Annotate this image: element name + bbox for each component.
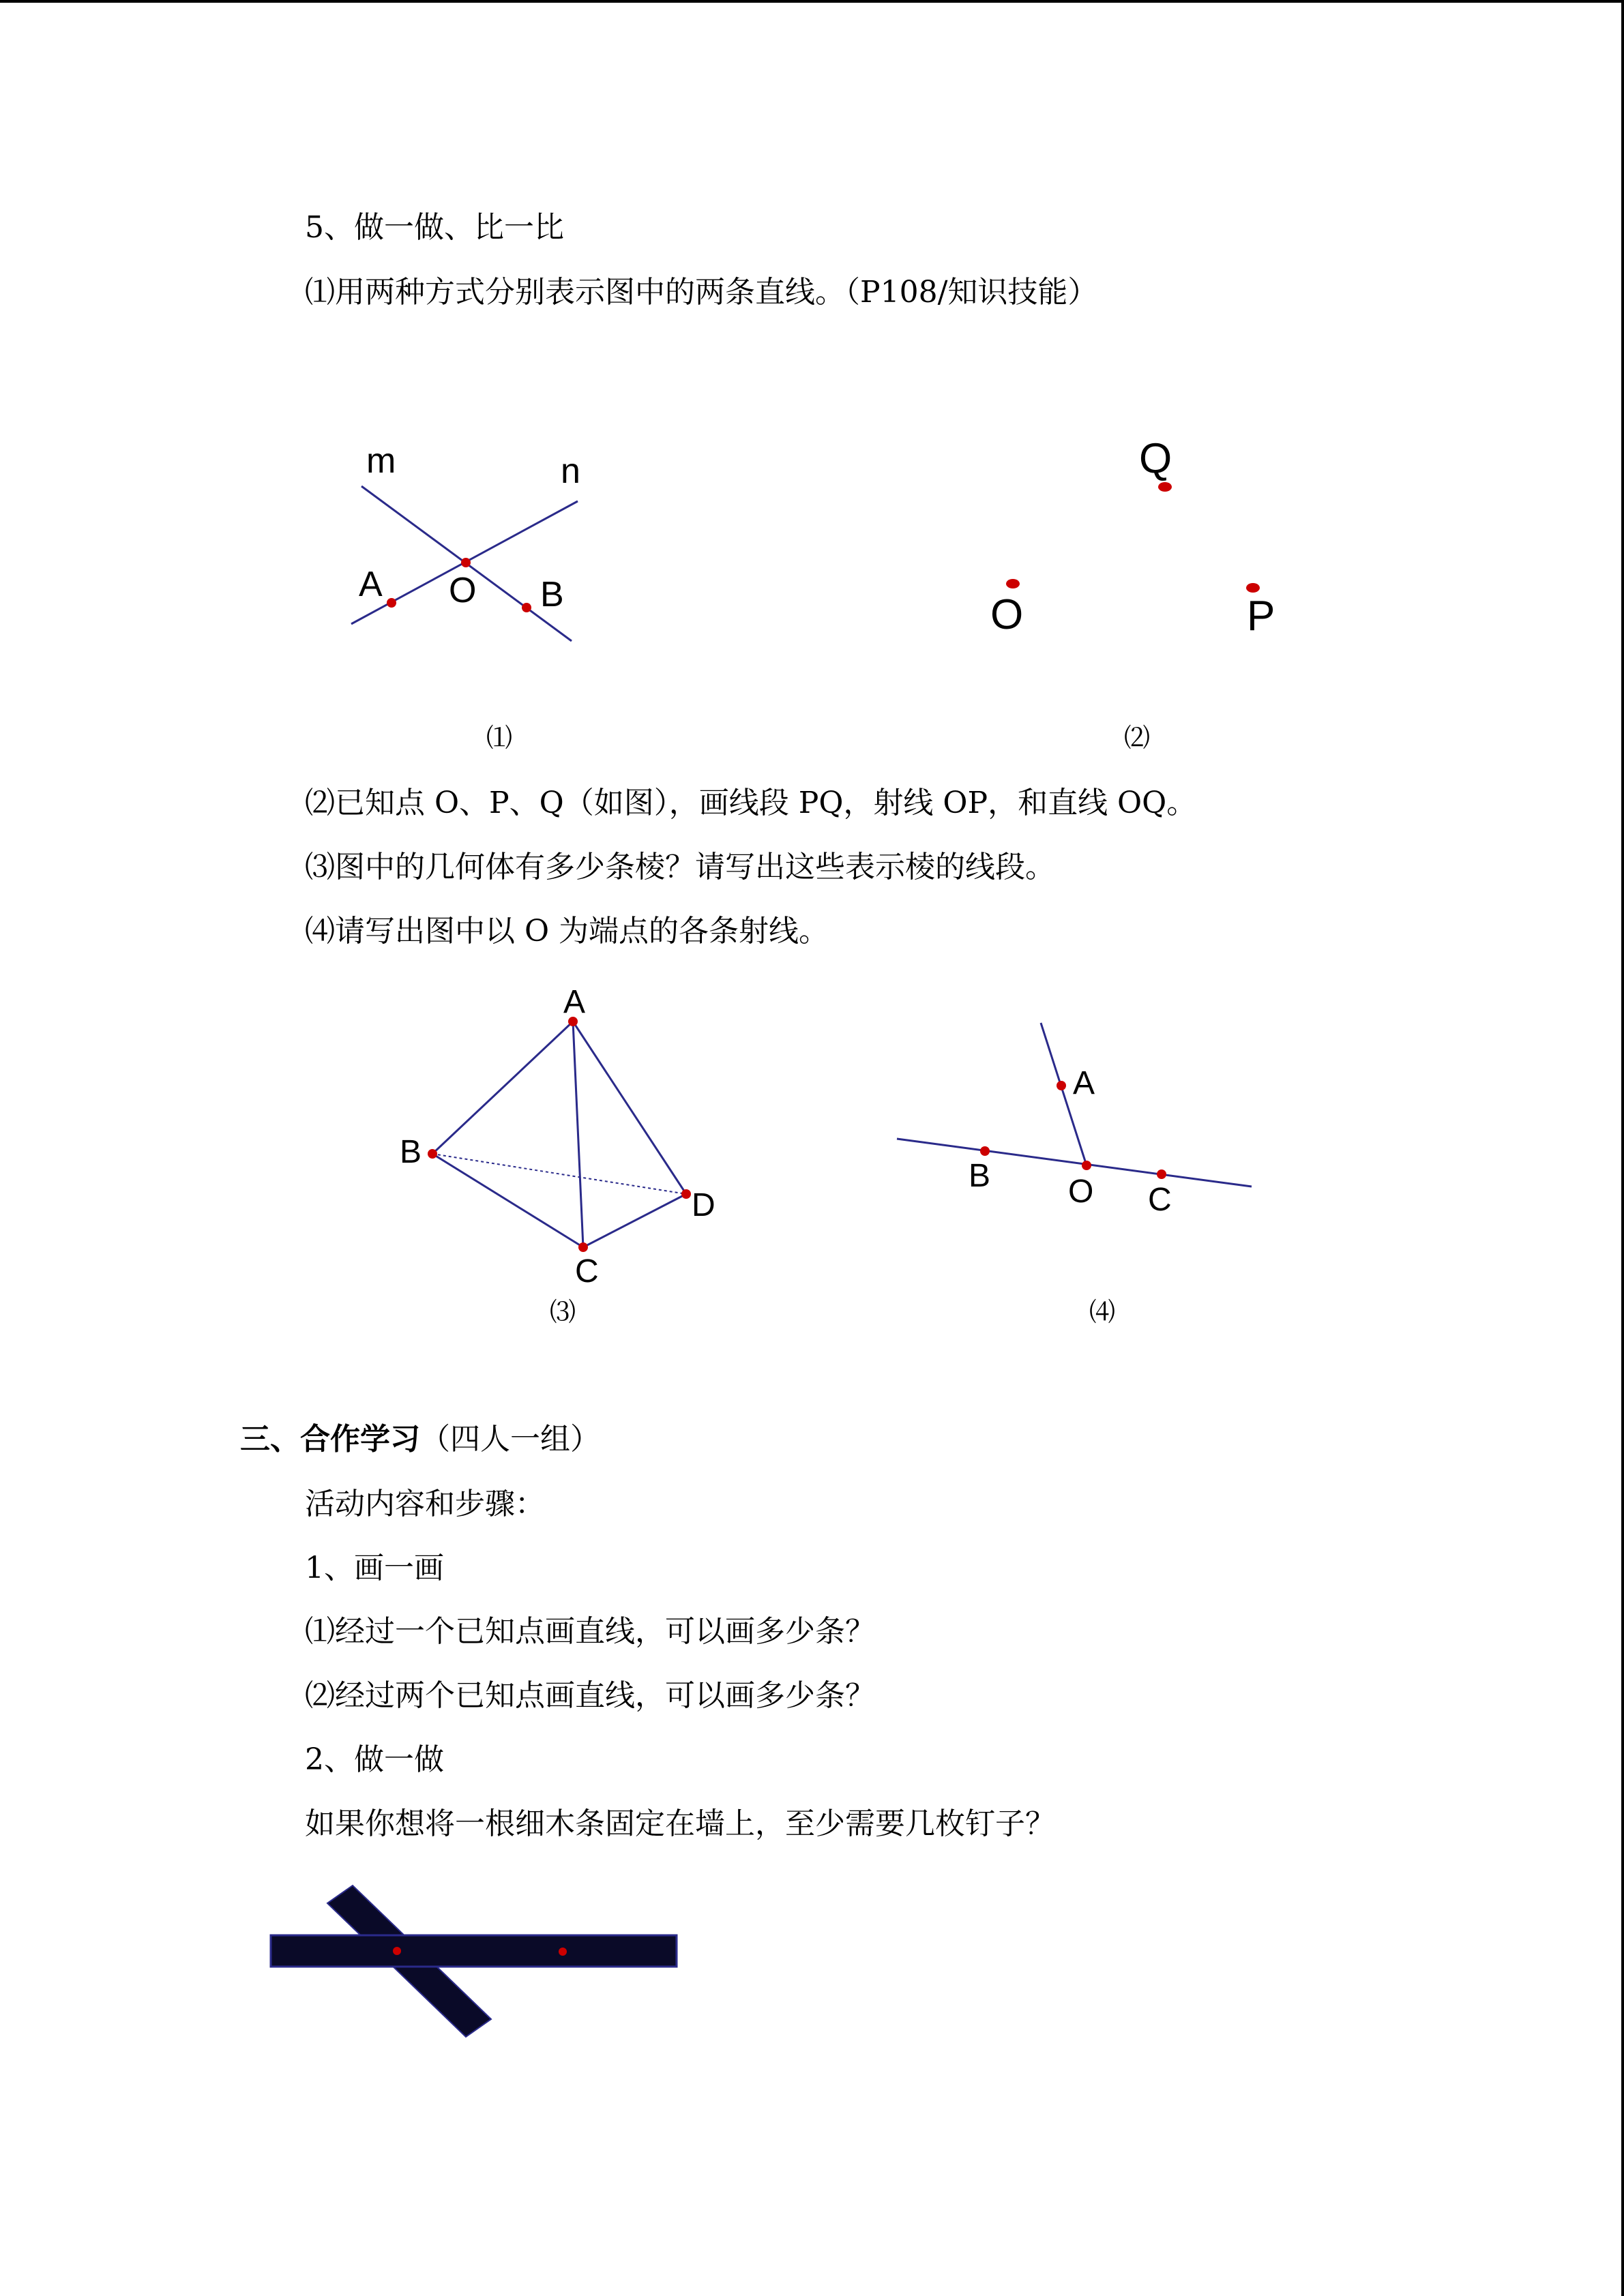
point-c xyxy=(1157,1169,1166,1179)
label-a: A xyxy=(563,984,586,1020)
step1-question1: ⑴经过一个已知点画直线，可以画多少条？ xyxy=(305,1614,875,1649)
section5-item1: ⑴用两种方式分别表示图中的两条直线。（P108/知识技能） xyxy=(305,275,1098,310)
point-a xyxy=(1057,1081,1066,1090)
vertex-b xyxy=(428,1149,437,1159)
label-a: A xyxy=(1073,1065,1095,1101)
section3-heading-normal: （四人一组） xyxy=(420,1422,600,1457)
step2-title: 2、做一做 xyxy=(305,1742,444,1777)
label-o: O xyxy=(1068,1174,1094,1210)
wooden-sticks-illustration xyxy=(271,1885,677,2037)
step2-question: 如果你想将一根细木条固定在墙上，至少需要几枚钉子？ xyxy=(305,1806,1055,1841)
figure4-rays xyxy=(897,1023,1252,1218)
label-o: O xyxy=(990,591,1024,638)
label-c: C xyxy=(575,1253,599,1289)
point-p xyxy=(1246,583,1260,593)
label-p: P xyxy=(1247,593,1275,640)
edge-ab xyxy=(432,1022,573,1154)
edge-cd xyxy=(583,1194,686,1247)
section5-item3: ⑶图中的几何体有多少条棱？请写出这些表示棱的线段。 xyxy=(305,850,1055,884)
figure2-points xyxy=(990,435,1275,640)
point-o xyxy=(1082,1161,1091,1170)
edge-bc xyxy=(432,1154,583,1247)
point-a xyxy=(387,598,396,608)
label-b: B xyxy=(400,1134,422,1170)
edge-ad xyxy=(573,1022,686,1194)
figure3-tetrahedron xyxy=(400,984,715,1289)
nail-2 xyxy=(559,1948,567,1956)
vertex-c xyxy=(578,1242,588,1252)
horizontal-stick xyxy=(271,1935,677,1967)
nail-1 xyxy=(393,1947,401,1955)
figure1-caption: ⑴ xyxy=(486,723,513,753)
section3-heading-bold: 三、合作学习 xyxy=(240,1422,420,1457)
label-a: A xyxy=(359,565,383,604)
figure1-intersecting-lines xyxy=(351,441,580,641)
label-d: D xyxy=(692,1187,715,1223)
section5-item2: ⑵已知点 O、P、Q（如图），画线段 PQ，射线 OP，和直线 OQ。 xyxy=(305,786,1197,820)
figure3-caption: ⑶ xyxy=(550,1297,576,1327)
label-b: B xyxy=(540,575,564,614)
label-n: n xyxy=(561,451,580,491)
point-o xyxy=(461,558,471,567)
point-q xyxy=(1158,482,1172,492)
label-q: Q xyxy=(1139,435,1172,482)
point-b xyxy=(980,1146,990,1156)
point-b xyxy=(522,603,531,612)
section3-intro: 活动内容和步骤： xyxy=(305,1487,545,1521)
edge-bd-hidden xyxy=(432,1154,686,1194)
step1-title: 1、画一画 xyxy=(305,1551,444,1585)
section5-item4: ⑷请写出图中以 O 为端点的各条射线。 xyxy=(305,914,829,949)
figure2-caption: ⑵ xyxy=(1124,723,1151,753)
label-m: m xyxy=(366,441,396,481)
vertex-d xyxy=(681,1189,691,1199)
step1-question2: ⑵经过两个已知点画直线，可以画多少条？ xyxy=(305,1678,875,1713)
label-c: C xyxy=(1148,1182,1172,1218)
label-o: O xyxy=(449,571,477,610)
figure4-caption: ⑷ xyxy=(1089,1297,1116,1327)
section5-title: 5、做一做、比一比 xyxy=(305,210,564,245)
edge-ac xyxy=(573,1022,583,1247)
label-b: B xyxy=(969,1158,991,1194)
point-o xyxy=(1006,579,1020,588)
